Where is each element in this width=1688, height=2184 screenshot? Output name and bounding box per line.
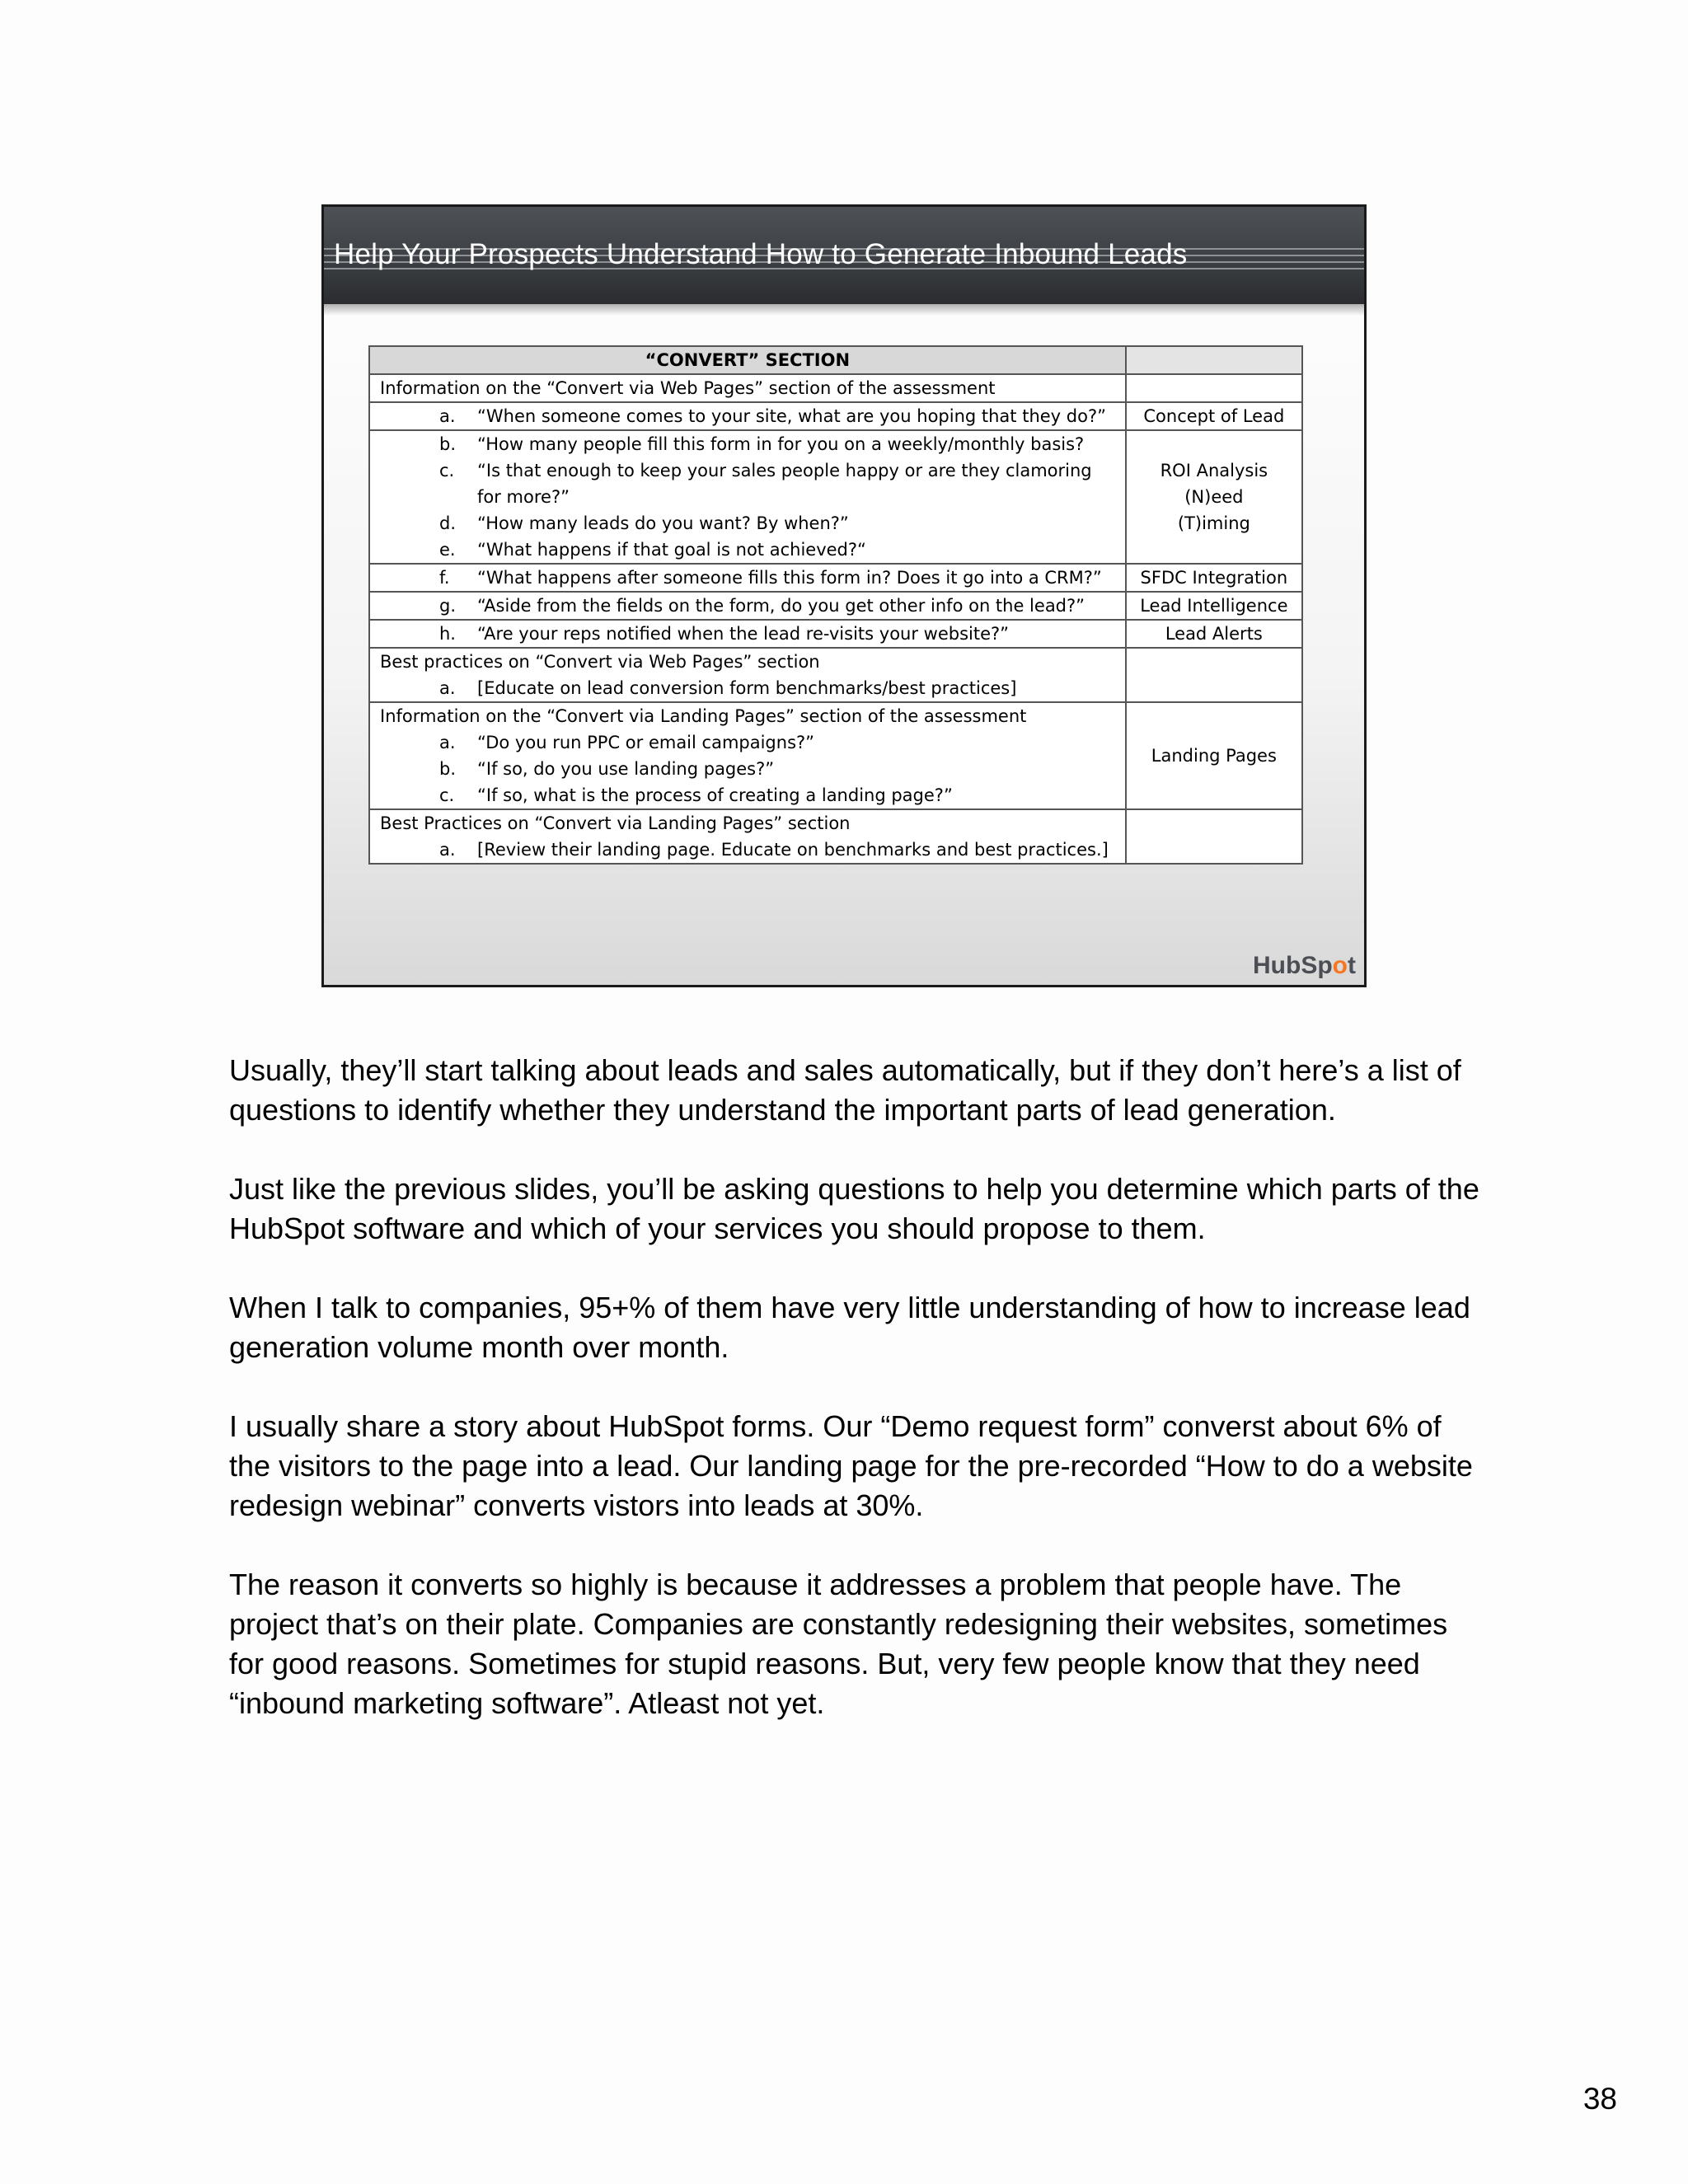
hubspot-logo: HubSpot: [1253, 952, 1356, 979]
assessment-table: [368, 345, 1303, 865]
page-number: 38: [1582, 2082, 1617, 2116]
question-letter: a.: [439, 840, 456, 860]
question-text: “Is that enough to keep your sales people happy or are they clamoring for more?”: [477, 461, 1092, 507]
section-heading: Best Practices on “Convert via Landing Pages” section: [380, 813, 851, 833]
question-text: “What happens if that goal is not achieved?“: [477, 540, 866, 560]
question-letter: h.: [439, 624, 456, 644]
sprocket-icon: o: [1332, 952, 1348, 979]
question-text: “Do you run PPC or email campaigns?”: [477, 733, 815, 752]
roi-tag-line: (T)iming: [1177, 513, 1250, 533]
question-letter: c.: [439, 461, 455, 480]
question-text: “If so, what is the process of creating a landing page?”: [477, 785, 953, 805]
roi-tag-line: ROI Analysis: [1160, 461, 1268, 480]
table-row: [369, 430, 1302, 564]
section-heading: Information on the “Convert via Landing Pages” section of the assessment: [380, 706, 1027, 726]
table-row: [369, 374, 1302, 402]
question-item: [380, 782, 1115, 808]
section-heading: Best practices on “Convert via Web Pages” section: [380, 652, 820, 672]
topic-tag: [1126, 430, 1302, 564]
section-heading: Information on the “Convert via Web Pages” section of the assessment: [369, 374, 1126, 402]
slide-header: [324, 207, 1364, 304]
question-letter: a.: [439, 406, 456, 426]
question-item: [380, 837, 1115, 863]
question-letter: e.: [439, 540, 456, 560]
table-row: [369, 809, 1302, 864]
question-text: “How many people fill this form in for you on a weekly/monthly basis?: [477, 434, 1085, 454]
topic-tag: Landing Pages: [1126, 702, 1302, 809]
notes-paragraph: I usually share a story about HubSpot forms. Our “Demo request form” converst about 6% of the visitors to the page into a lead. Our landing page for the pre-recorded “How to do a website redesign webinar” converts vistors into leads at 30%.: [229, 1409, 1473, 1522]
question-letter: d.: [439, 513, 457, 533]
question-item: [380, 565, 1115, 591]
question-letter: b.: [439, 434, 457, 454]
question-item: [380, 431, 1115, 457]
table-header-blank: [1126, 346, 1302, 374]
speaker-notes: [229, 1051, 1482, 1763]
notes-paragraph: The reason it converts so highly is because it addresses a problem that people have. The project that’s on their plate. Companies are constantly redesigning their websites, sometimes for good reasons. Sometimes for stupid reasons. But, very few people know that they need “inbound marketing software”. Atleast not yet.: [229, 1568, 1448, 1720]
question-text: “Aside from the fields on the form, do you get other info on the lead?”: [477, 596, 1085, 616]
table-header: “CONVERT” SECTION: [369, 346, 1126, 374]
question-item: [380, 593, 1115, 619]
question-text: [Review their landing page. Educate on benchmarks and best practices.]: [477, 840, 1109, 860]
question-letter: a.: [439, 678, 456, 698]
table-header-row: [369, 346, 1302, 374]
table-row: [369, 592, 1302, 620]
topic-tag: Concept of Lead: [1126, 402, 1302, 430]
table-row: [369, 702, 1302, 809]
question-letter: f.: [439, 568, 450, 588]
notes-paragraph: Usually, they’ll start talking about leads and sales automatically, but if they don’t here’s a list of questions to identify whether they understand the important parts of lead generation.: [229, 1053, 1461, 1127]
topic-tag: SFDC Integration: [1126, 564, 1302, 592]
question-text: [Educate on lead conversion form benchmarks/best practices]: [477, 678, 1017, 698]
table-row: [369, 402, 1302, 430]
question-item: [380, 729, 1115, 756]
slide-title: Help Your Prospects Understand How to Generate Inbound Leads: [334, 238, 1188, 270]
topic-tag: Lead Intelligence: [1126, 592, 1302, 620]
notes-paragraph: Just like the previous slides, you’ll be asking questions to help you determine which parts of the HubSpot software and which of your services you should propose to them.: [229, 1172, 1479, 1245]
question-item: [380, 537, 1115, 563]
question-text: “If so, do you use landing pages?”: [477, 759, 775, 779]
slide-image: [321, 204, 1367, 987]
question-text: “Are your reps notified when the lead re-visits your website?”: [477, 624, 1010, 644]
header-shadow: [324, 304, 1364, 316]
roi-tag-line: (N)eed: [1184, 487, 1244, 507]
question-item: [380, 621, 1115, 647]
question-item: [380, 510, 1115, 537]
question-letter: b.: [439, 759, 457, 779]
topic-tag: Lead Alerts: [1126, 620, 1302, 648]
table-row: [369, 620, 1302, 648]
question-letter: a.: [439, 733, 456, 752]
question-letter: g.: [439, 596, 457, 616]
table-row: [369, 648, 1302, 702]
question-item: [380, 756, 1115, 782]
question-item: [380, 457, 1115, 510]
question-text: “When someone comes to your site, what are you hoping that they do?”: [477, 406, 1106, 426]
question-letter: c.: [439, 785, 455, 805]
question-item: [380, 675, 1115, 701]
question-text: “What happens after someone fills this form in? Does it go into a CRM?”: [477, 568, 1102, 588]
question-item: [380, 403, 1115, 429]
table-row: [369, 564, 1302, 592]
notes-paragraph: When I talk to companies, 95+% of them have very little understanding of how to increase lead generation volume month over month.: [229, 1291, 1470, 1364]
question-text: “How many leads do you want? By when?”: [477, 513, 849, 533]
